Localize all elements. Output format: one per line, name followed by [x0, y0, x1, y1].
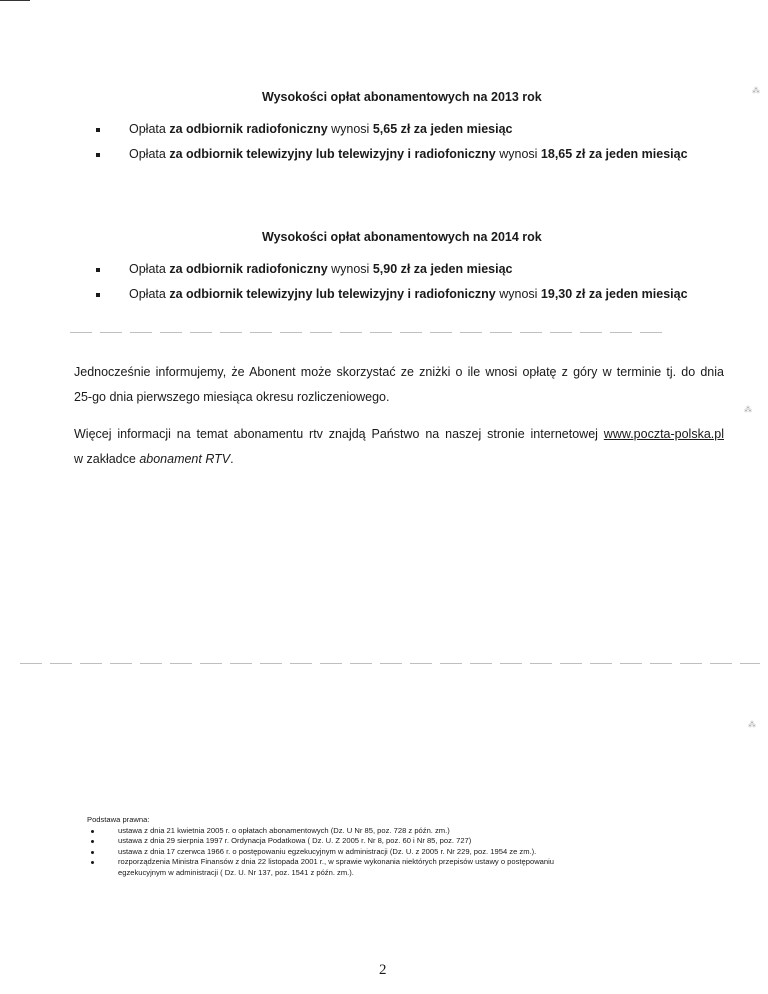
legal-basis-item: ustawa z dnia 29 sierpnia 1997 r. Ordynacja Podatkowa ( Dz. U. Z 2005 r. Nr 8, poz. 60 i Nr 85, poz. 727) [118, 836, 727, 847]
bullet-icon [91, 830, 94, 833]
fee-item-2014-radio: Opłata za odbiornik radiofoniczny wynosi 5,90 zł za jeden miesiąc [129, 262, 513, 276]
tab-name: abonament RTV [139, 452, 231, 466]
legal-basis-item: ustawa z dnia 21 kwietnia 2005 r. o opłatach abonamentowych (Dz. U Nr 85, poz. 728 z późn. zm.) [118, 826, 727, 837]
info-line-2: w zakładce abonament RTV. [74, 452, 234, 466]
discount-paragraph [74, 360, 724, 410]
bullet-icon [91, 851, 94, 854]
bullet-icon [96, 128, 100, 132]
legal-basis-title: Podstawa prawna: [87, 815, 150, 824]
bullet-icon [91, 861, 94, 864]
bullet-icon [96, 268, 100, 272]
scan-dashed-line-bottom [20, 663, 760, 664]
fee-item-2014-tv: Opłata za odbiornik telewizyjny lub telewizyjny i radiofoniczny wynosi 19,30 zł za jeden miesiąc [129, 287, 688, 301]
fee-item-2013-tv: Opłata za odbiornik telewizyjny lub telewizyjny i radiofoniczny wynosi 18,65 zł za jeden miesiąc [129, 147, 688, 161]
scan-speck: ⁂ [748, 720, 756, 729]
discount-line-1: Jednocześnie informujemy, że Abonent może skorzystać ze zniżki o ile wnosi opłatę z góry w terminie tj. do dnia [74, 365, 724, 379]
info-paragraph [74, 422, 724, 472]
scan-speck: ⁂ [744, 405, 752, 414]
fee-item-2013-radio: Opłata za odbiornik radiofoniczny wynosi 5,65 zł za jeden miesiąc [129, 122, 513, 136]
bullet-icon [96, 153, 100, 157]
heading-2013: Wysokości opłat abonamentowych na 2013 rok [262, 90, 542, 104]
info-text: Więcej informacji na temat abonamentu rtv znajdą Państwo na naszej stronie internetowej [74, 427, 604, 441]
heading-2014: Wysokości opłat abonamentowych na 2014 rok [262, 230, 542, 244]
discount-line-2: 25-go dnia pierwszego miesiąca okresu rozliczeniowego. [74, 390, 390, 404]
scan-corner-mark [0, 0, 30, 7]
website-link[interactable]: www.poczta-polska.pl [603, 427, 724, 441]
scan-speck: ⁂ [752, 86, 760, 95]
bullet-icon [91, 840, 94, 843]
legal-basis-item-continuation: egzekucyjnym w administracji ( Dz. U. Nr 137, poz. 1541 z późn. zm.). [118, 867, 354, 877]
legal-basis [87, 815, 727, 879]
scan-dashed-line-top [70, 332, 670, 333]
page-number: 2 [379, 962, 387, 978]
bullet-icon [96, 293, 100, 297]
info-line-1 [74, 422, 724, 447]
legal-basis-item: ustawa z dnia 17 czerwca 1966 r. o postępowaniu egzekucyjnym w administracji (Dz. U. z 2005 r. Nr 229, poz. 1954 ze zm.). [118, 847, 727, 858]
legal-basis-item: rozporządzenia Ministra Finansów z dnia 22 listopada 2001 r., w sprawie wykonania niektórych przepisów ustawy o postępowaniu [118, 857, 727, 868]
